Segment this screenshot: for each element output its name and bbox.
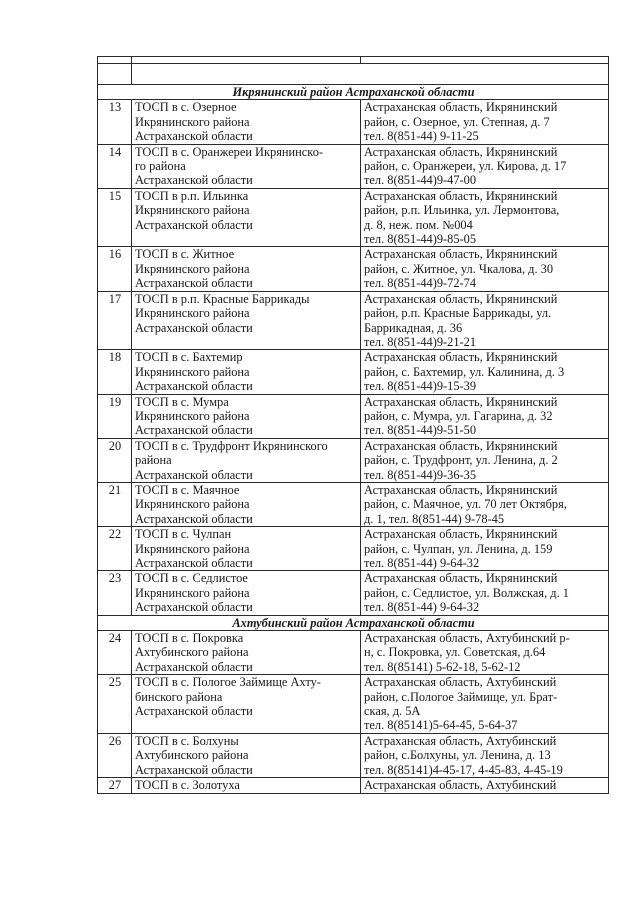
office-address: Астраханская область, Ахтубинский р- н, с. Покровка, ул. Советская, д.64 тел. 8(85141) 5-62-18, 5-62-12 (361, 631, 609, 675)
office-name: ТОСП в с. Золотуха (132, 778, 361, 794)
office-address: Астраханская область, Икрянинский район, с. Трудфронт, ул. Ленина, д. 2 тел. 8(851-44)9-36-35 (361, 438, 609, 482)
table-row (98, 291, 609, 350)
office-name: ТОСП в с. Бахтемир Икрянинского района Астраханской области (132, 350, 361, 394)
office-address: Астраханская область, Ахтубинский (361, 778, 609, 794)
table-header-row (98, 57, 609, 64)
office-name: ТОСП в с. Житное Икрянинского района Астраханской области (132, 247, 361, 291)
row-number: 13 (98, 100, 132, 144)
table-row (98, 675, 609, 734)
table-row (98, 394, 609, 438)
office-name: ТОСП в р.п. Красные Баррикады Икрянинского района Астраханской области (132, 291, 361, 350)
table-row (98, 144, 609, 188)
table-header-row (98, 64, 609, 85)
table-row (98, 188, 609, 247)
row-number: 24 (98, 631, 132, 675)
row-number: 22 (98, 527, 132, 571)
office-name: ТОСП в с. Чулпан Икрянинского района Астраханской области (132, 527, 361, 571)
office-address: Астраханская область, Икрянинский район, с. Чулпан, ул. Ленина, д. 159 тел. 8(851-44) 9-64-32 (361, 527, 609, 571)
table-row (98, 733, 609, 777)
row-number: 16 (98, 247, 132, 291)
office-address: Астраханская область, Ахтубинский район, с.Пологое Займище, ул. Брат- ская, д. 5А тел. 8(85141)5-64-45, 5-64-37 (361, 675, 609, 734)
office-address: Астраханская область, Икрянинский район, с. Бахтемир, ул. Калинина, д. 3 тел. 8(851-44)9-15-39 (361, 350, 609, 394)
office-address: Астраханская область, Икрянинский район, р.п. Красные Баррикады, ул. Баррикадная, д. 36 тел. 8(851-44)9-21-21 (361, 291, 609, 350)
office-name: ТОСП в с. Мумра Икрянинского района Астраханской области (132, 394, 361, 438)
section-header-row (98, 85, 609, 100)
office-address: Астраханская область, Икрянинский район, с. Озерное, ул. Степная, д. 7 тел. 8(851-44) 9-11-25 (361, 100, 609, 144)
table-row (98, 778, 609, 794)
table-row (98, 631, 609, 675)
table-row (98, 100, 609, 144)
office-name: ТОСП в с. Трудфронт Икрянинского района Астраханской области (132, 438, 361, 482)
office-name: ТОСП в с. Болхуны Ахтубинского района Астраханской области (132, 733, 361, 777)
office-address: Астраханская область, Икрянинский район, р.п. Ильинка, ул. Лермонтова, д. 8, неж. пом. №004 тел. 8(851-44)9-85-05 (361, 188, 609, 247)
office-address: Астраханская область, Икрянинский район, с. Маячное, ул. 70 лет Октября, д. 1, тел. 8(851-44) 9-78-45 (361, 482, 609, 526)
table-cell (132, 64, 609, 85)
departments-table (97, 56, 609, 794)
row-number: 23 (98, 571, 132, 615)
table-cell (132, 57, 361, 64)
table-row (98, 438, 609, 482)
row-number: 18 (98, 350, 132, 394)
row-number: 25 (98, 675, 132, 734)
section-title: Ахтубинский район Астраханской области (98, 615, 609, 630)
row-number: 15 (98, 188, 132, 247)
office-name: ТОСП в с. Седлистое Икрянинского района Астраханской области (132, 571, 361, 615)
office-name: ТОСП в с. Озерное Икрянинского района Астраханской области (132, 100, 361, 144)
table-cell (98, 57, 132, 64)
section-header-row (98, 615, 609, 630)
office-name: ТОСП в с. Покровка Ахтубинского района Астраханской области (132, 631, 361, 675)
office-address: Астраханская область, Ахтубинский район, с.Болхуны, ул. Ленина, д. 13 тел. 8(85141)4-45-17, 4-45-83, 4-45-19 (361, 733, 609, 777)
table-cell (98, 64, 132, 85)
table-cell (361, 57, 609, 64)
office-name: ТОСП в с. Пологое Займище Ахту- бинского района Астраханской области (132, 675, 361, 734)
table-row (98, 247, 609, 291)
table-row (98, 571, 609, 615)
row-number: 27 (98, 778, 132, 794)
table-row (98, 482, 609, 526)
table-row (98, 527, 609, 571)
office-address: Астраханская область, Икрянинский район, с. Мумра, ул. Гагарина, д. 32 тел. 8(851-44)9-51-50 (361, 394, 609, 438)
row-number: 21 (98, 482, 132, 526)
office-name: ТОСП в с. Оранжереи Икрянинско- го района Астраханской области (132, 144, 361, 188)
office-name: ТОСП в р.п. Ильинка Икрянинского района Астраханской области (132, 188, 361, 247)
row-number: 26 (98, 733, 132, 777)
row-number: 20 (98, 438, 132, 482)
office-name: ТОСП в с. Маячное Икрянинского района Астраханской области (132, 482, 361, 526)
row-number: 17 (98, 291, 132, 350)
office-address: Астраханская область, Икрянинский район, с. Житное, ул. Чкалова, д. 30 тел. 8(851-44)9-72-74 (361, 247, 609, 291)
row-number: 14 (98, 144, 132, 188)
table-row (98, 350, 609, 394)
office-address: Астраханская область, Икрянинский район, с. Седлистое, ул. Волжская, д. 1 тел. 8(851-44) 9-64-32 (361, 571, 609, 615)
section-title: Икрянинский район Астраханской области (98, 85, 609, 100)
office-address: Астраханская область, Икрянинский район, с. Оранжереи, ул. Кирова, д. 17 тел. 8(851-44)9-47-00 (361, 144, 609, 188)
row-number: 19 (98, 394, 132, 438)
